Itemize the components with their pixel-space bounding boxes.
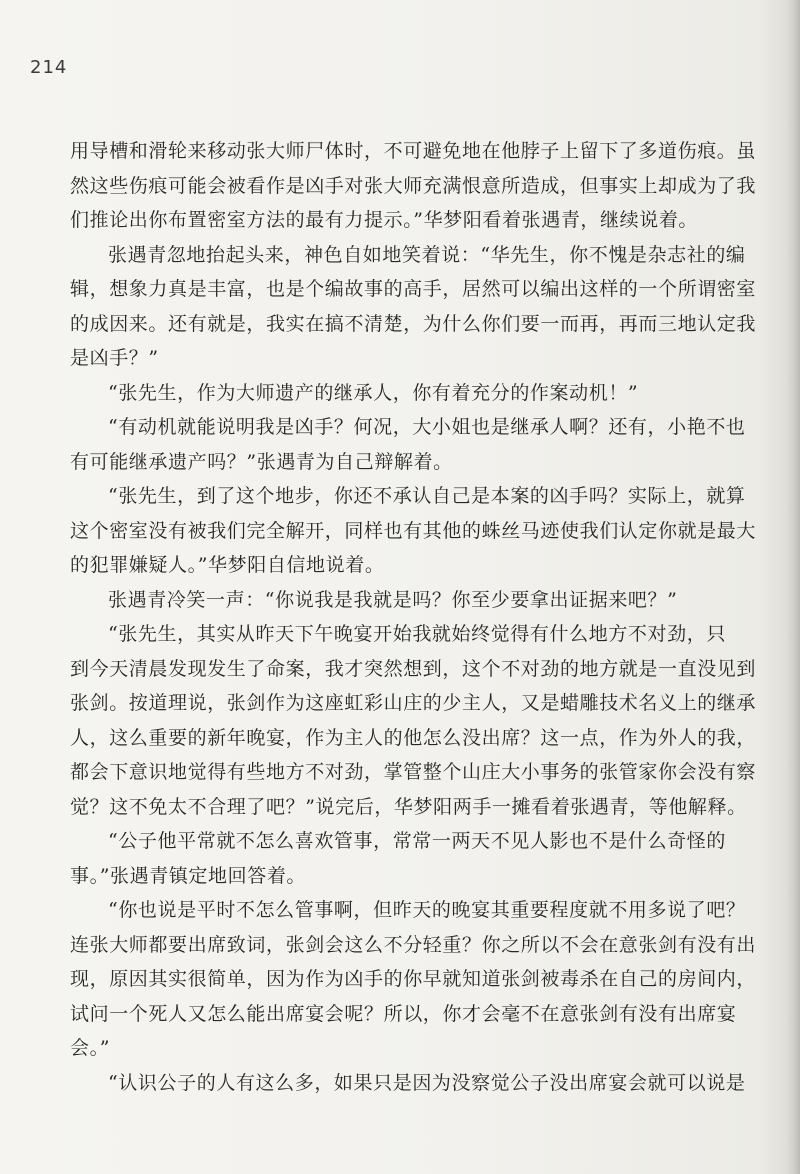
text-line: 是凶手？” bbox=[70, 347, 159, 369]
page-number: 214 bbox=[30, 57, 68, 78]
text-line: 然这些伤痕可能会被看作是凶手对张大师充满恨意所造成，但事实上却成为了我 bbox=[70, 174, 757, 197]
text-line: 到今天清晨发现发生了命案，我才突然想到，这个不对劲的地方就是一直没见到 bbox=[70, 657, 757, 680]
text-line: 的成因来。还有就是，我实在搞不清楚，为什么你们要一而再，再而三地认定我 bbox=[70, 312, 757, 335]
text-line: “张先生，到了这个地步，你还不承认自己是本案的凶手吗？实际上，就算 bbox=[108, 485, 746, 507]
text-line: 张遇青冷笑一声：“你说我是我就是吗？你至少要拿出证据来吧？” bbox=[108, 588, 678, 611]
text-line: 辑，想象力真是丰富，也是个编故事的高手，居然可以编出这样的一个所谓密室 bbox=[70, 278, 757, 300]
text-line: “张先生，作为大师遗产的继承人，你有着充分的作案动机！” bbox=[108, 381, 639, 404]
text-line: 的犯罪嫌疑人。”华梦阳自信地说着。 bbox=[70, 554, 385, 576]
text-line: 张遇青忽地抬起头来，神色自如地笑着说：“华先生，你不愧是杂志社的编 bbox=[108, 243, 746, 266]
text-line: “张先生，其实从昨天下午晚宴开始我就始终觉得有什么地方不对劲，只 bbox=[108, 623, 726, 645]
text-line: 事。”张遇青镇定地回答着。 bbox=[70, 864, 307, 887]
text-line: “认识公子的人有这么多，如果只是因为没察觉公子没出席宴会就可以说是 bbox=[108, 1071, 746, 1094]
text-line: 人，这么重要的新年晚宴，作为主人的他怎么没出席？这一点，作为外人的我， bbox=[70, 726, 757, 749]
text-line: 有可能继承遗产吗？”张遇青为自己辩解着。 bbox=[70, 450, 453, 473]
body-text bbox=[70, 134, 757, 1100]
text-line: 都会下意识地觉得有些地方不对劲，掌管整个山庄大小事务的张管家你会没有察 bbox=[70, 761, 757, 783]
text-line: “你也说是平时不怎么管事啊，但昨天的晚宴其重要程度就不用多说了吧？ bbox=[108, 899, 746, 921]
text-line: 张剑。按道理说，张剑作为这座虹彩山庄的少主人，又是蜡雕技术名义上的继承 bbox=[70, 692, 757, 714]
text-line: 连张大师都要出席致词，张剑会这么不分轻重？你之所以不会在意张剑有没有出 bbox=[70, 933, 757, 956]
text-line: 这个密室没有被我们完全解开，同样也有其他的蛛丝马迹使我们认定你就是最大 bbox=[70, 519, 757, 542]
text-line: 用导槽和滑轮来移动张大师尸体时，不可避免地在他脖子上留下了多道伤痕。虽 bbox=[70, 140, 757, 162]
page-edge-shadow bbox=[786, 0, 800, 1174]
text-line: “有动机就能说明我是凶手？何况，大小姐也是继承人啊？还有，小艳不也 bbox=[108, 416, 746, 438]
text-line: 们推论出你布置密室方法的最有力提示。”华梦阳看着张遇青，继续说着。 bbox=[70, 209, 699, 231]
text-line: 试问一个死人又怎么能出席宴会呢？所以，你才会毫不在意张剑有没有出席宴 bbox=[70, 1002, 737, 1025]
text-line: 会。” bbox=[70, 1037, 111, 1059]
text-line: 觉？这不免太不合理了吧？”说完后，华梦阳两手一摊看着张遇青，等他解释。 bbox=[70, 795, 747, 818]
text-line: 现，原因其实很简单，因为作为凶手的你早就知道张剑被毒杀在自己的房间内， bbox=[70, 968, 757, 990]
text-line: “公子他平常就不怎么喜欢管事，常常一两天不见人影也不是什么奇怪的 bbox=[108, 830, 726, 852]
